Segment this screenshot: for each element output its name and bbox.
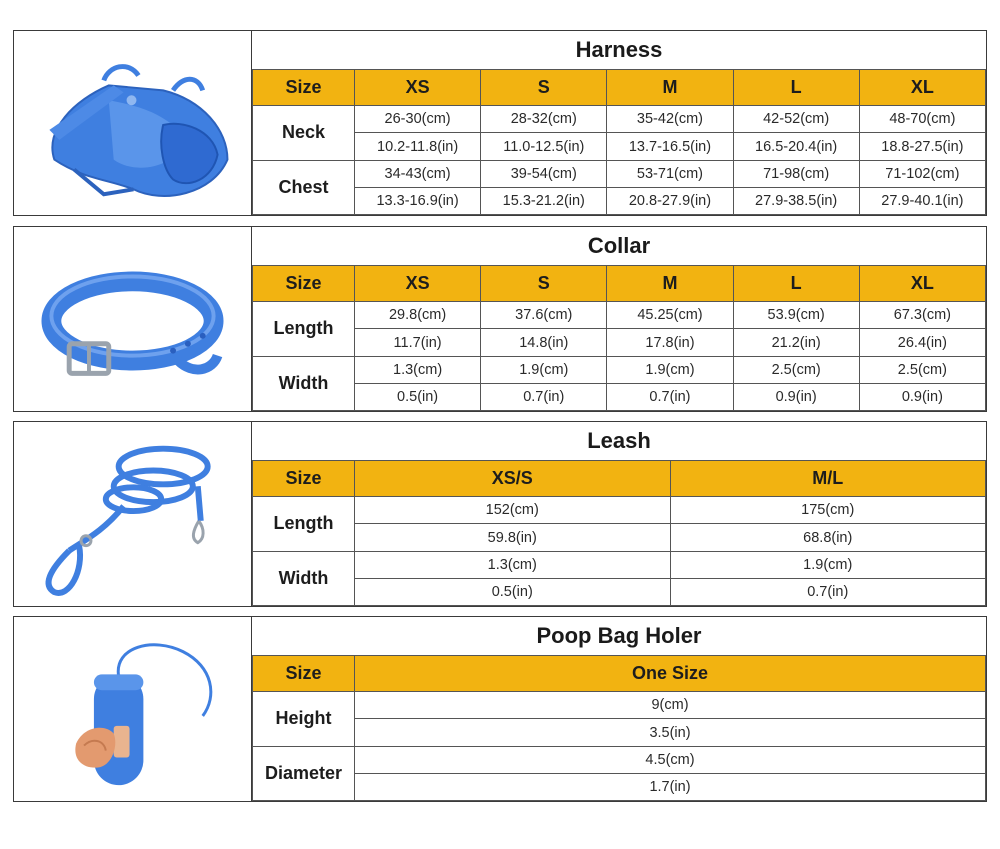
cell-value: 175(cm) xyxy=(670,497,986,524)
size-s: S xyxy=(481,266,607,302)
cell-value: 1.9(cm) xyxy=(607,356,733,383)
leash-table-area xyxy=(252,422,986,606)
size-xs: XS xyxy=(355,266,481,302)
cell-value: 67.3(cm) xyxy=(859,302,985,329)
cell-value: 13.3-16.9(in) xyxy=(355,187,481,214)
poop-bag-title: Poop Bag Holer xyxy=(536,623,702,648)
cell-value: 20.8-27.9(in) xyxy=(607,187,733,214)
size-s: S xyxy=(481,70,607,106)
size-l: L xyxy=(733,70,859,106)
poop-bag-image xyxy=(14,617,251,801)
cell-value: 1.7(in) xyxy=(355,773,986,800)
cell-value: 11.7(in) xyxy=(355,329,481,356)
cell-value: 53.9(cm) xyxy=(733,302,859,329)
cell-value: 2.5(cm) xyxy=(859,356,985,383)
cell-value: 35-42(cm) xyxy=(607,106,733,133)
size-m: M xyxy=(607,70,733,106)
size-m-l: M/L xyxy=(670,461,986,497)
poop-bag-section xyxy=(13,616,987,802)
row-label-width: Width xyxy=(253,551,355,605)
cell-value: 13.7-16.5(in) xyxy=(607,133,733,160)
collar-size-table xyxy=(252,265,986,411)
cell-value: 10.2-11.8(in) xyxy=(355,133,481,160)
size-l: L xyxy=(733,266,859,302)
poop-bag-size-table xyxy=(252,655,986,801)
row-label-chest: Chest xyxy=(253,160,355,214)
cell-value: 1.3(cm) xyxy=(355,551,671,578)
size-xl: XL xyxy=(859,266,985,302)
cell-value: 45.25(cm) xyxy=(607,302,733,329)
cell-value: 16.5-20.4(in) xyxy=(733,133,859,160)
collar-title: Collar xyxy=(587,233,651,258)
row-label-neck: Neck xyxy=(253,106,355,160)
harness-product-image xyxy=(14,31,252,215)
harness-section xyxy=(13,30,987,216)
cell-value: 26-30(cm) xyxy=(355,106,481,133)
collar-table-area xyxy=(252,227,986,411)
size-m: M xyxy=(607,266,733,302)
size-header: Size xyxy=(253,266,355,302)
size-header: Size xyxy=(253,461,355,497)
cell-value: 0.7(in) xyxy=(670,578,986,605)
leash-image xyxy=(14,422,251,606)
size-xs-s: XS/S xyxy=(355,461,671,497)
cell-value: 29.8(cm) xyxy=(355,302,481,329)
cell-value: 53-71(cm) xyxy=(607,160,733,187)
harness-image xyxy=(14,31,251,215)
row-label-length: Length xyxy=(253,497,355,551)
cell-value: 34-43(cm) xyxy=(355,160,481,187)
cell-value: 28-32(cm) xyxy=(481,106,607,133)
cell-value: 48-70(cm) xyxy=(859,106,985,133)
row-label-length: Length xyxy=(253,302,355,356)
cell-value: 27.9-38.5(in) xyxy=(733,187,859,214)
cell-value: 2.5(cm) xyxy=(733,356,859,383)
cell-value: 0.5(in) xyxy=(355,383,481,410)
cell-value: 59.8(in) xyxy=(355,524,671,551)
cell-value: 9(cm) xyxy=(355,692,986,719)
leash-section xyxy=(13,421,987,607)
size-header: Size xyxy=(253,70,355,106)
cell-value: 0.9(in) xyxy=(733,383,859,410)
cell-value: 42-52(cm) xyxy=(733,106,859,133)
row-label-width: Width xyxy=(253,356,355,410)
harness-table-area xyxy=(252,31,986,215)
collar-image xyxy=(14,227,251,411)
cell-value: 4.5(cm) xyxy=(355,746,986,773)
poop-bag-product-image xyxy=(14,617,252,801)
cell-value: 3.5(in) xyxy=(355,719,986,746)
leash-title: Leash xyxy=(587,428,651,453)
cell-value: 1.3(cm) xyxy=(355,356,481,383)
cell-value: 0.7(in) xyxy=(607,383,733,410)
collar-section xyxy=(13,226,987,412)
cell-value: 0.9(in) xyxy=(859,383,985,410)
cell-value: 21.2(in) xyxy=(733,329,859,356)
leash-size-table xyxy=(252,460,986,606)
size-one-size: One Size xyxy=(355,656,986,692)
collar-product-image xyxy=(14,227,252,411)
size-xs: XS xyxy=(355,70,481,106)
cell-value: 15.3-21.2(in) xyxy=(481,187,607,214)
cell-value: 0.7(in) xyxy=(481,383,607,410)
leash-product-image xyxy=(14,422,252,606)
cell-value: 152(cm) xyxy=(355,497,671,524)
size-header: Size xyxy=(253,656,355,692)
cell-value: 18.8-27.5(in) xyxy=(859,133,985,160)
cell-value: 37.6(cm) xyxy=(481,302,607,329)
cell-value: 68.8(in) xyxy=(670,524,986,551)
cell-value: 27.9-40.1(in) xyxy=(859,187,985,214)
harness-title: Harness xyxy=(575,37,663,62)
cell-value: 39-54(cm) xyxy=(481,160,607,187)
cell-value: 11.0-12.5(in) xyxy=(481,133,607,160)
harness-size-table xyxy=(252,69,986,215)
row-label-height: Height xyxy=(253,692,355,746)
cell-value: 1.9(cm) xyxy=(670,551,986,578)
cell-value: 1.9(cm) xyxy=(481,356,607,383)
row-label-diameter: Diameter xyxy=(253,746,355,800)
cell-value: 0.5(in) xyxy=(355,578,671,605)
size-xl: XL xyxy=(859,70,985,106)
cell-value: 71-98(cm) xyxy=(733,160,859,187)
cell-value: 26.4(in) xyxy=(859,329,985,356)
poop-bag-table-area xyxy=(252,617,986,801)
cell-value: 17.8(in) xyxy=(607,329,733,356)
cell-value: 71-102(cm) xyxy=(859,160,985,187)
cell-value: 14.8(in) xyxy=(481,329,607,356)
